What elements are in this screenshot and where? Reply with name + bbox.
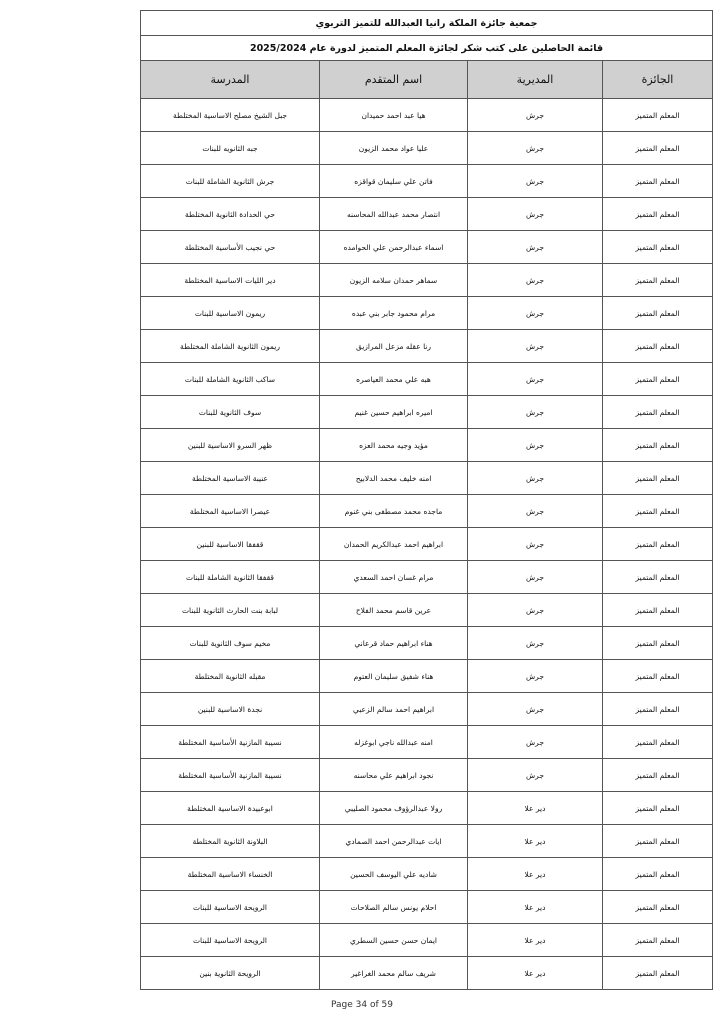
directorate-cell: جرش [468,264,603,297]
table-row [141,825,713,858]
award-cell: المعلم المتميز [603,759,713,792]
table-row [141,495,713,528]
school-cell: الرويحة الاساسية للبنات [141,924,320,957]
applicant-name-cell: نجود ابراهيم علي محاسنه [320,759,468,792]
header-applicant: اسم المتقدم [320,61,468,99]
applicant-name-cell: مؤيد وجيه محمد العزه [320,429,468,462]
award-cell: المعلم المتميز [603,330,713,363]
table-row [141,528,713,561]
school-cell: الرويحة الثانوية بنين [141,957,320,990]
school-cell: الرويحة الاساسية للبنات [141,891,320,924]
school-cell: ساكب الثانوية الشاملة للبنات [141,363,320,396]
school-cell: الخنساء الاساسية المختلطة [141,858,320,891]
applicant-name-cell: شاديه علي اليوسف الحسين [320,858,468,891]
directorate-cell: دير علا [468,924,603,957]
award-cell: المعلم المتميز [603,924,713,957]
header-directorate: المديرية [468,61,603,99]
school-cell: مقبله الثانوية المختلطة [141,660,320,693]
table-row [141,693,713,726]
awardees-table [140,10,713,990]
table-row [141,297,713,330]
directorate-cell: جرش [468,429,603,462]
applicant-name-cell: ابراهيم احمد عبدالكريم الحمدان [320,528,468,561]
table-row [141,363,713,396]
award-cell: المعلم المتميز [603,231,713,264]
table-row [141,759,713,792]
applicant-name-cell: احلام يونس سالم الصلاحات [320,891,468,924]
directorate-cell: جرش [468,462,603,495]
school-cell: ققفقا الثانوية الشاملة للبنات [141,561,320,594]
applicant-name-cell: هبه علي محمد العياصره [320,363,468,396]
school-cell: ابوعبيدة الاساسية المختلطة [141,792,320,825]
school-cell: جرش الثانوية الشاملة للبنات [141,165,320,198]
directorate-cell: جرش [468,759,603,792]
award-cell: المعلم المتميز [603,528,713,561]
applicant-name-cell: اميره ابراهيم حسين غنيم [320,396,468,429]
award-cell: المعلم المتميز [603,825,713,858]
directorate-cell: جرش [468,528,603,561]
school-cell: ققفقا الاساسية للبنين [141,528,320,561]
award-cell: المعلم المتميز [603,132,713,165]
school-cell: دير الليات الاساسية المختلطة [141,264,320,297]
directorate-cell: جرش [468,396,603,429]
award-cell: المعلم المتميز [603,396,713,429]
applicant-name-cell: عرين قاسم محمد الفلاح [320,594,468,627]
award-cell: المعلم المتميز [603,792,713,825]
page-footer: Page 34 of 59 [331,1000,393,1010]
directorate-cell: جرش [468,297,603,330]
directorate-cell: جرش [468,165,603,198]
applicant-name-cell: امنه عبدالله ناجي ابوغزله [320,726,468,759]
table-row [141,792,713,825]
table-row [141,924,713,957]
table-row [141,99,713,132]
award-cell: المعلم المتميز [603,297,713,330]
award-cell: المعلم المتميز [603,660,713,693]
award-cell: المعلم المتميز [603,627,713,660]
directorate-cell: جرش [468,132,603,165]
award-cell: المعلم المتميز [603,594,713,627]
applicant-name-cell: مرام غسان احمد السعدي [320,561,468,594]
header-school: المدرسة [141,61,320,99]
school-cell: نسيبة المازنية الأساسية المختلطة [141,726,320,759]
school-cell: نجدة الاساسية للبنين [141,693,320,726]
school-cell: مخيم سوف الثانوية للبنات [141,627,320,660]
award-cell: المعلم المتميز [603,198,713,231]
table-row [141,858,713,891]
award-cell: المعلم المتميز [603,561,713,594]
table-row [141,396,713,429]
school-cell: عيصرا الاساسية المختلطة [141,495,320,528]
document-subtitle: قائمة الحاصلين على كتب شكر لجائزة المعلم المتميز لدورة عام 2025/2024 [141,36,713,61]
directorate-cell: دير علا [468,792,603,825]
award-cell: المعلم المتميز [603,165,713,198]
applicant-name-cell: هيا عبد احمد حميدان [320,99,468,132]
school-cell: ظهر السرو الاساسية للبنين [141,429,320,462]
table-row [141,462,713,495]
award-cell: المعلم المتميز [603,891,713,924]
applicant-name-cell: شريف سالم محمد الغراغير [320,957,468,990]
directorate-cell: جرش [468,693,603,726]
table-row [141,231,713,264]
directorate-cell: جرش [468,660,603,693]
table-row [141,264,713,297]
table-row [141,561,713,594]
applicant-name-cell: عليا عواد محمد الزيون [320,132,468,165]
school-cell: ريمون الاساسية للبنات [141,297,320,330]
title-row [141,11,713,36]
directorate-cell: دير علا [468,825,603,858]
applicant-name-cell: امنه خليف محمد الدلابيح [320,462,468,495]
table-row [141,627,713,660]
applicant-name-cell: هناء ابراهيم حماد قرعاني [320,627,468,660]
directorate-cell: جرش [468,594,603,627]
directorate-cell: جرش [468,99,603,132]
directorate-cell: جرش [468,363,603,396]
directorate-cell: دير علا [468,957,603,990]
table-row [141,198,713,231]
school-cell: ريمون الثانوية الشاملة المختلطة [141,330,320,363]
table-row [141,726,713,759]
school-cell: حي الحدادة الثانوية المختلطة [141,198,320,231]
table-row [141,132,713,165]
directorate-cell: دير علا [468,891,603,924]
directorate-cell: جرش [468,726,603,759]
directorate-cell: دير علا [468,858,603,891]
document-title: جمعية جائزة الملكة رانيا العبدالله للتميز التربوي [141,11,713,36]
table-row [141,330,713,363]
school-cell: حي نجيب الأساسية المختلطة [141,231,320,264]
award-cell: المعلم المتميز [603,462,713,495]
table-row [141,594,713,627]
directorate-cell: جرش [468,330,603,363]
header-award: الجائزة [603,61,713,99]
applicant-name-cell: ايمان حسن حسين السطري [320,924,468,957]
applicant-name-cell: فاتن علي سليمان قواقزه [320,165,468,198]
award-cell: المعلم المتميز [603,495,713,528]
award-cell: المعلم المتميز [603,858,713,891]
directorate-cell: جرش [468,627,603,660]
school-cell: سوف الثانوية للبنات [141,396,320,429]
applicant-name-cell: رنا عقله مزعل المرازيق [320,330,468,363]
applicant-name-cell: مرام محمود جابر بني عبده [320,297,468,330]
award-cell: المعلم المتميز [603,957,713,990]
applicant-name-cell: هناء شفيق سليمان العتوم [320,660,468,693]
school-cell: عنيبة الاساسية المختلطة [141,462,320,495]
school-cell: جبه الثانويه للبنات [141,132,320,165]
award-cell: المعلم المتميز [603,429,713,462]
school-cell: نسيبة المازنية الأساسية المختلطة [141,759,320,792]
award-cell: المعلم المتميز [603,726,713,759]
directorate-cell: جرش [468,561,603,594]
applicant-name-cell: رولا عبدالرؤوف محمود الصليبي [320,792,468,825]
applicant-name-cell: سماهر حمدان سلامه الزيون [320,264,468,297]
award-cell: المعلم المتميز [603,264,713,297]
header-row [141,61,713,99]
applicant-name-cell: ابراهيم احمد سالم الزعبي [320,693,468,726]
school-cell: جبل الشيخ مصلح الاساسية المختلطة [141,99,320,132]
table-row [141,957,713,990]
award-cell: المعلم المتميز [603,99,713,132]
directorate-cell: جرش [468,495,603,528]
applicant-name-cell: انتصار محمد عبدالله المحاسنه [320,198,468,231]
table-row [141,165,713,198]
applicant-name-cell: ماجده محمد مصطفى بني غنوم [320,495,468,528]
award-cell: المعلم المتميز [603,363,713,396]
applicant-name-cell: ايات عبدالرحمن احمد الصمادي [320,825,468,858]
school-cell: البلاونة الثانوية المختلطة [141,825,320,858]
award-cell: المعلم المتميز [603,693,713,726]
table-row [141,891,713,924]
document-sheet [140,10,712,990]
subtitle-row [141,36,713,61]
table-row [141,660,713,693]
directorate-cell: جرش [468,231,603,264]
school-cell: لبابة بنت الحارث الثانوية للبنات [141,594,320,627]
table-row [141,429,713,462]
applicant-name-cell: اسماء عبدالرحمن علي الحوامده [320,231,468,264]
directorate-cell: جرش [468,198,603,231]
